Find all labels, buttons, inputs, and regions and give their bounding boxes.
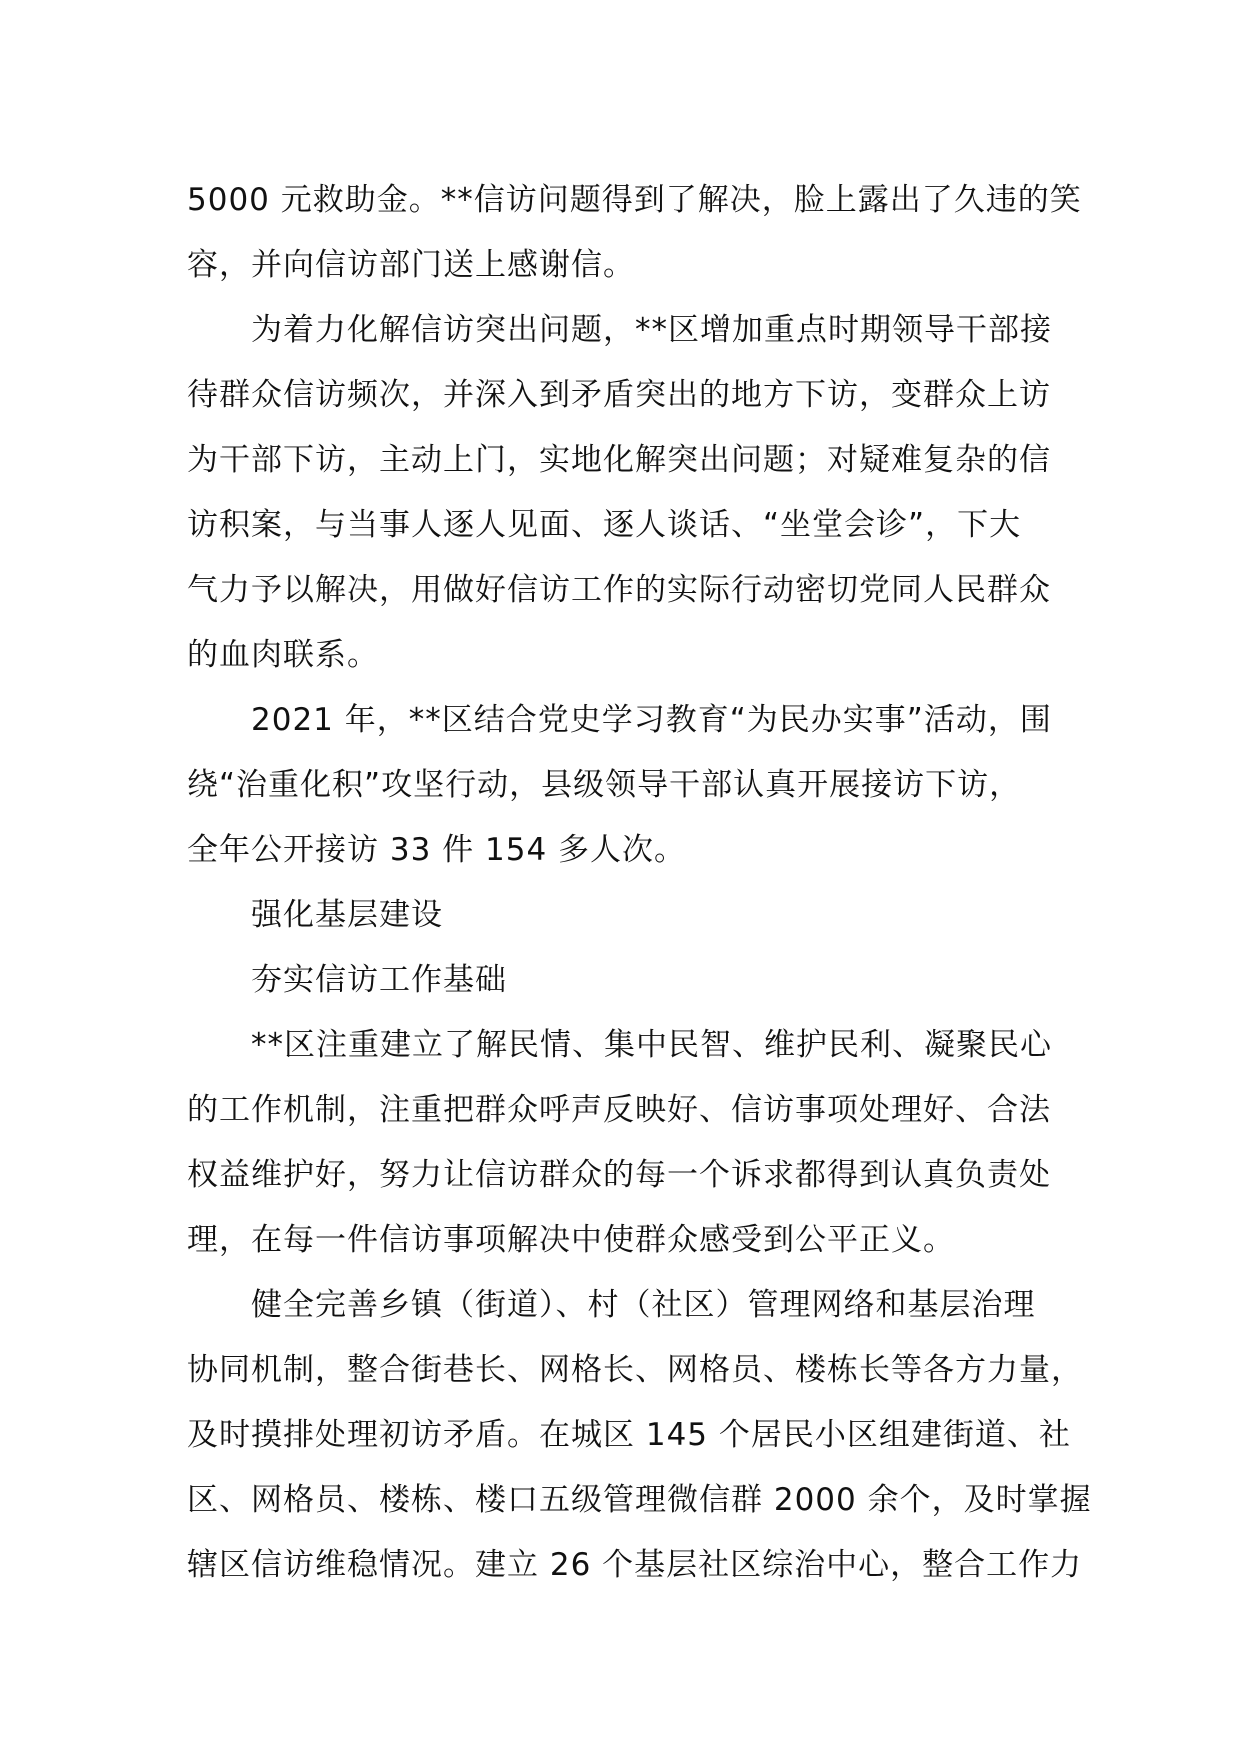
text-line: 理，在每一件信访事项解决中使群众感受到公平正义。 — [187, 1222, 955, 1258]
text-line: 协同机制，整合街巷长、网格长、网格员、楼栋长等各方力量， — [187, 1352, 1083, 1388]
text-line: 待群众信访频次，并深入到矛盾突出的地方下访，变群众上访 — [187, 377, 1051, 413]
text-line: 辖区信访维稳情况。建立 26 个基层社区综治中心，整合工作力 — [187, 1547, 1083, 1583]
text-line: 全年公开接访 33 件 154 多人次。 — [187, 832, 687, 868]
text-line: 区、网格员、楼栋、楼口五级管理微信群 2000 余个，及时掌握 — [187, 1482, 1092, 1518]
text-line: **区注重建立了解民情、集中民智、维护民利、凝聚民心 — [251, 1027, 1052, 1063]
text-line: 访积案，与当事人逐人见面、逐人谈话、“坐堂会诊”，下大 — [187, 507, 1022, 543]
text-line: 的工作机制，注重把群众呼声反映好、信访事项处理好、合法 — [187, 1092, 1051, 1128]
text-line: 5000 元救助金。**信访问题得到了解决，脸上露出了久违的笑 — [187, 182, 1082, 218]
text-line: 权益维护好，努力让信访群众的每一个诉求都得到认真负责处 — [187, 1157, 1051, 1193]
text-line: 为着力化解信访突出问题，**区增加重点时期领导干部接 — [251, 312, 1052, 348]
text-line: 为干部下访，主动上门，实地化解突出问题；对疑难复杂的信 — [187, 442, 1051, 478]
document-body — [187, 168, 1092, 1598]
section-subheading: 夯实信访工作基础 — [251, 962, 507, 998]
text-line: 绕“治重化积”攻坚行动，县级领导干部认真开展接访下访， — [187, 767, 1022, 803]
text-line: 的血肉联系。 — [187, 637, 379, 673]
section-heading: 强化基层建设 — [251, 897, 443, 933]
text-line: 容，并向信访部门送上感谢信。 — [187, 247, 635, 283]
text-line: 2021 年，**区结合党史学习教育“为民办实事”活动，围 — [251, 702, 1052, 738]
text-line: 气力予以解决，用做好信访工作的实际行动密切党同人民群众 — [187, 572, 1051, 608]
text-line: 健全完善乡镇（街道）、村（社区）管理网络和基层治理 — [251, 1287, 1036, 1323]
text-line: 及时摸排处理初访矛盾。在城区 145 个居民小区组建街道、社 — [187, 1417, 1071, 1453]
